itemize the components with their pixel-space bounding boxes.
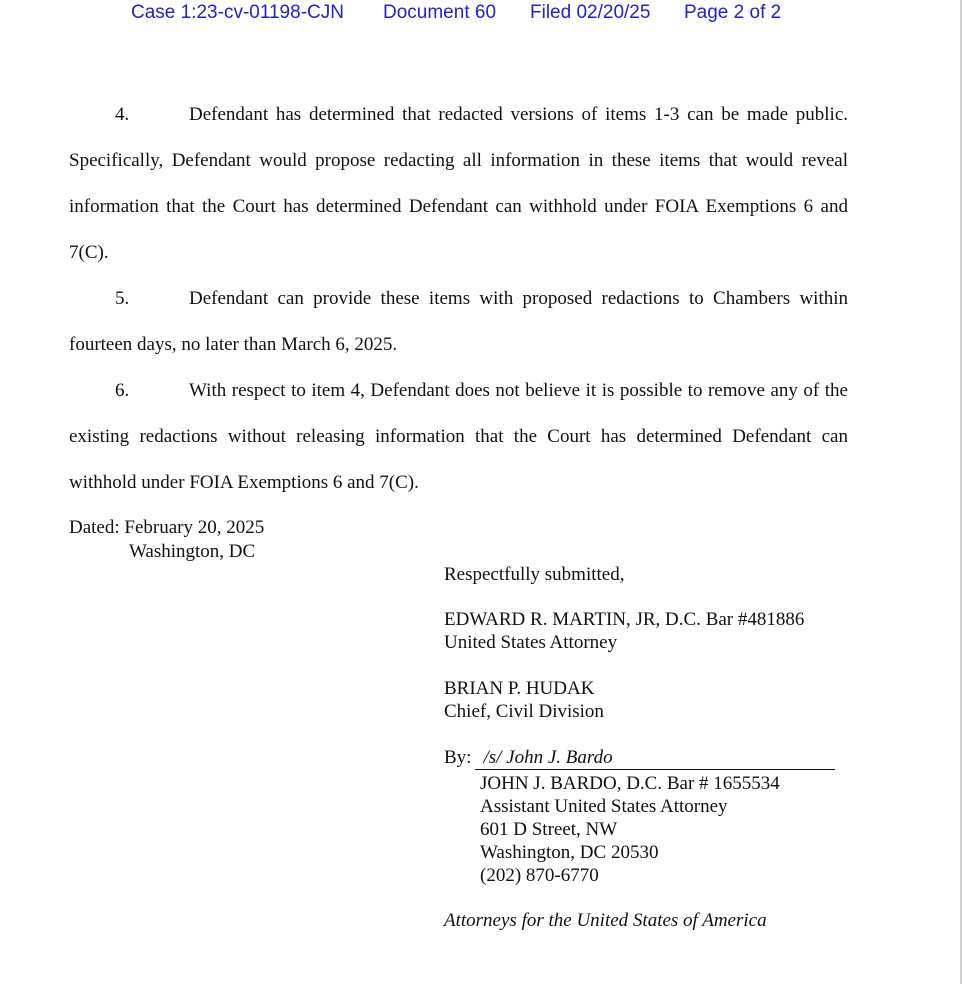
dated-block xyxy=(69,516,264,564)
document-header xyxy=(0,2,962,26)
signer-city: Washington, DC 20530 xyxy=(480,842,659,863)
paragraph-text: Defendant can provide these items with proposed redactions to Chambers within fourteen days, no later than March 6, 2025. xyxy=(69,288,848,355)
signer-title: Assistant United States Attorney xyxy=(480,796,728,817)
signature-line xyxy=(444,746,842,770)
paragraph-text: With respect to item 4, Defendant does not believe it is possible to remove any of the existing redactions without releasing information that the Court has determined Defendant can withhold under FOIA Exemptions 6 and 7(C). xyxy=(69,380,848,493)
closing-line xyxy=(444,563,624,586)
paragraph-6 xyxy=(69,368,848,506)
civil-chief-title: Chief, Civil Division xyxy=(444,701,604,722)
us-attorney-title: United States Attorney xyxy=(444,632,618,653)
signer-phone: (202) 870-6770 xyxy=(480,865,599,886)
paragraph-number: 4. xyxy=(115,104,130,125)
attorneys-for-line xyxy=(444,909,767,932)
electronic-signature: /s/ John J. Bardo xyxy=(475,746,835,770)
by-label: By: xyxy=(444,747,472,768)
page-number: Page 2 of 2 xyxy=(684,2,782,23)
dated-location: Washington, DC xyxy=(129,541,256,562)
paragraph-text: Defendant has determined that redacted versions of items 1-3 can be made public. Specifically, Defendant would propose redacting all information in these items that would reveal information that the Court has determined Defendant can withhold under FOIA Exemptions 6 and 7(C). xyxy=(69,104,848,263)
paragraph-5 xyxy=(69,276,848,368)
civil-chief-block xyxy=(444,677,604,723)
us-attorney-block xyxy=(444,608,804,654)
case-number: Case 1:23-cv-01198-CJN xyxy=(131,2,344,23)
civil-chief-name: BRIAN P. HUDAK xyxy=(444,678,595,699)
signer-name: JOHN J. BARDO, D.C. Bar # 1655534 xyxy=(480,773,780,794)
document-number: Document 60 xyxy=(383,2,497,23)
attorneys-for-text: Attorneys for the United States of America xyxy=(444,910,767,931)
filed-date: Filed 02/20/25 xyxy=(530,2,651,23)
signer-block xyxy=(480,772,780,887)
paragraph-number: 6. xyxy=(115,380,130,401)
dated-date: Dated: February 20, 2025 xyxy=(69,517,265,538)
paragraph-number: 5. xyxy=(115,288,130,309)
paragraph-4 xyxy=(69,92,848,276)
us-attorney-name: EDWARD R. MARTIN, JR, D.C. Bar #481886 xyxy=(444,609,805,630)
signer-street: 601 D Street, NW xyxy=(480,819,618,840)
closing-text: Respectfully submitted, xyxy=(444,564,625,585)
